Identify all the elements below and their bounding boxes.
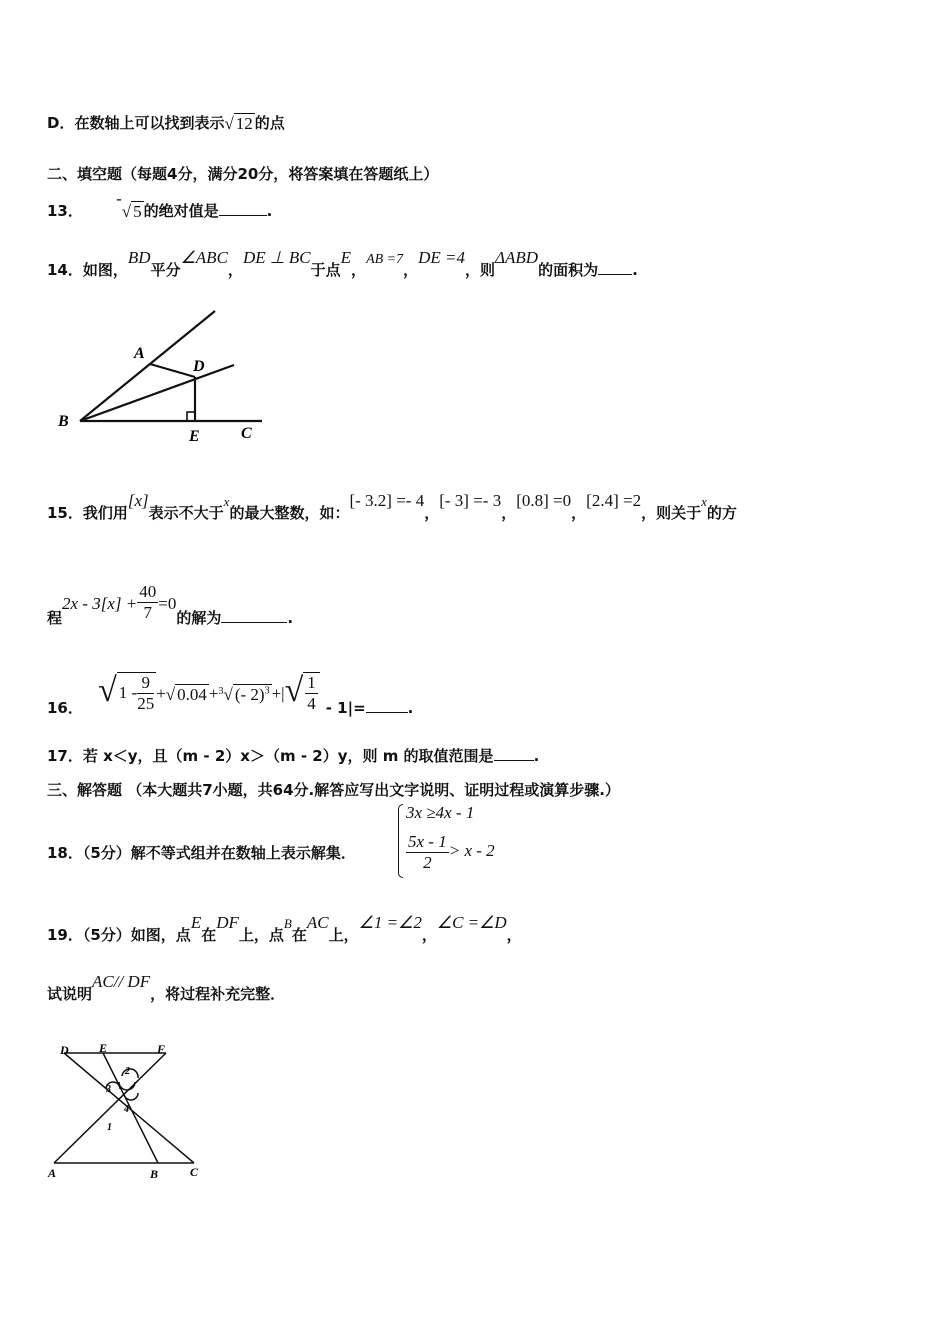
answer-blank-14[interactable] [598,260,632,275]
label-d: D [193,358,205,375]
question-19: 19．（5分）如图，点E在DF上，点B在AC上，∠1 =∠2，∠C =∠D， [47,913,522,944]
answer-blank-13[interactable] [219,201,267,216]
label-a: A [134,345,145,362]
question-13: 13． -√ 5 的绝对值是 . [47,189,273,221]
section-3-title: 三、解答题 （本大题共7小题，共64分.解答应写出文字说明、证明过程或演算步骤.） [47,781,620,799]
figure-14 [50,305,280,450]
question-14: 14．如图，BD平分∠ABC，DE ⊥ BC于点E，AB =7，DE =4，则ΔABD的面积为 . [47,248,638,279]
answer-blank-15[interactable] [221,608,287,623]
angle-arc-4 [124,1093,138,1100]
fraction-40-7: $\frac{40}{7}$ [139,582,157,622]
figure-19 [44,1040,214,1185]
label-c: C [190,1165,199,1179]
question-16: 16． √ 1 - $\frac{9}{25}$ +√ 0.04 +$^3$√ (- 2)$^3$ +|√ $\frac{1}{4}$ - 1|= . [47,672,414,717]
inequality-1: 3x ≥4x - 1 [406,803,475,822]
question-19-line-2: 试说明AC// DF，将过程补充完整． [47,972,286,1003]
sqrt-1-minus-9-25: 1 - $\frac{9}{25}$ [118,672,155,713]
label-e: E [99,1041,108,1055]
label-2: 2 [125,1066,130,1077]
label-3: 3 [106,1084,111,1095]
answer-blank-17[interactable] [494,746,534,761]
sqrt-5: √ 5 [121,201,142,221]
sqrt-12: √ 12 [224,113,253,133]
question-15-line-2: 程2x - 3[x] + $\frac{40}{7}$ =0的解为 . [47,582,294,627]
q12-option-d: D．在数轴上可以找到表示√ 12 的点 [47,113,285,133]
label-f: F [157,1042,166,1056]
label-1: 1 [107,1122,112,1133]
segment-ad [150,364,195,377]
label-d: D [60,1043,69,1057]
label-b: B [58,413,69,430]
section-2-title: 二、填空题（每题4分，满分20分，将答案填在答题纸上） [47,165,439,183]
sqrt-1-4: $\frac{1}{4}$ [303,672,320,714]
answer-blank-16[interactable] [366,698,408,713]
ray-bd [80,365,234,421]
question-18: 18．（5分）解不等式组并在数轴上表示解集． [47,844,356,862]
label-e: E [189,428,200,445]
sqrt-0-04: √ 0.04 [165,684,207,704]
label-b: B [150,1167,159,1181]
cbrt-minus-2-cubed: $^3$√ (- 2)$^3$ [218,684,270,704]
inequality-2: $\frac{5x - 1}{2}$ > x - 2 [408,832,495,872]
system-brace [398,804,403,878]
label-4: 4 [124,1104,129,1115]
right-angle-mark [187,412,195,421]
label-c: C [241,425,252,442]
question-15: 15．我们用[x]表示不大于x的最大整数，如：[- 3.2] =- 4，[- 3] =- 3，[0.8] =0，[2.4] =2，则关于x的方 [47,491,737,522]
label-a: A [48,1166,57,1180]
question-17: 17．若 x＜y，且（m - 2）x＞（m - 2）y，则 m 的取值范围是 . [47,747,540,765]
